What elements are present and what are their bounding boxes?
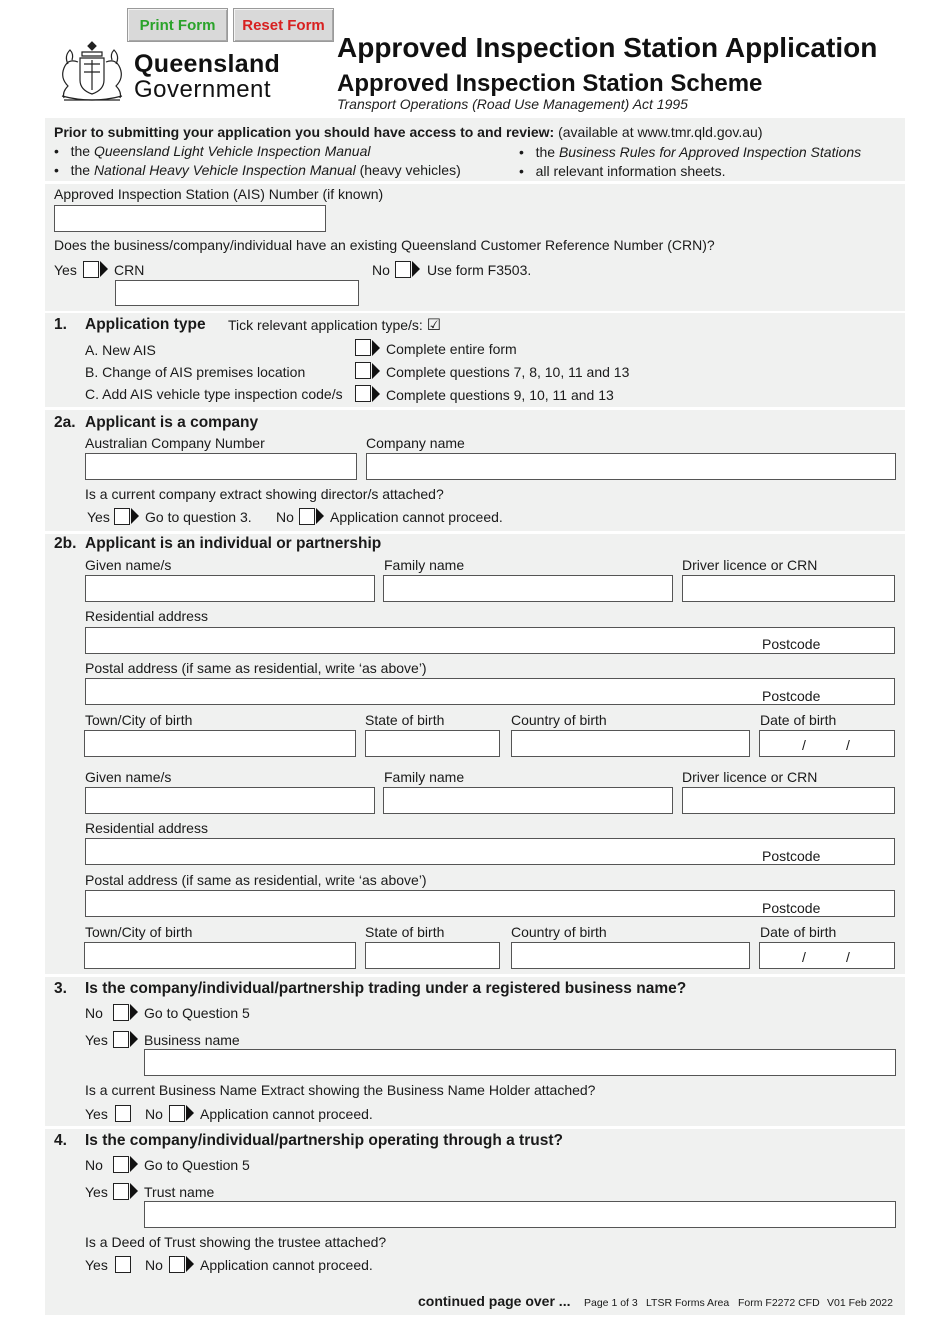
postal-label: Postal address (if same as residential, write ‘as above’) (85, 872, 427, 888)
licence-input[interactable] (682, 575, 895, 602)
arrow-icon (131, 508, 139, 524)
q1-option-b-label: B. Change of AIS premises location (85, 364, 306, 380)
form-number: Form F2272 CFD (738, 1297, 820, 1309)
q1-instruction: Tick relevant application type/s: ☑ (228, 317, 442, 334)
crn-yes-label: Yes (54, 262, 77, 278)
family-name-label: Family name (384, 769, 465, 785)
forms-area: LTSR Forms Area (646, 1297, 730, 1309)
q1-title: Application type (85, 316, 206, 333)
family-name-label: Family name (384, 557, 465, 573)
q2a-no-action: Application cannot proceed. (330, 509, 503, 525)
country-label: Country of birth (511, 924, 607, 940)
q3-no-label: No (85, 1005, 103, 1021)
acn-input[interactable] (85, 453, 357, 480)
given-name-input[interactable] (85, 787, 375, 814)
arrow-icon (186, 1256, 194, 1272)
q4-deed-yes-label: Yes (85, 1257, 108, 1273)
q2a-number: 2a. (54, 414, 76, 431)
page-subtitle: Approved Inspection Station Scheme (337, 70, 763, 97)
logo-word-queensland: Queensland (134, 50, 281, 78)
intro-lead: Prior to submitting your application you should have access to and review: (available at www.tmr.qld.gov.au) (54, 124, 763, 140)
q1-option-b-action: Complete questions 7, 8, 10, 11 and 13 (386, 364, 630, 380)
trust-name-input[interactable] (144, 1201, 896, 1228)
form-version: V01 Feb 2022 (827, 1297, 893, 1309)
q4-yes-label: Yes (85, 1184, 108, 1200)
given-name-input[interactable] (85, 575, 375, 602)
q1-number: 1. (54, 316, 67, 333)
crn-question: Does the business/company/individual have an existing Queensland Customer Reference Number (CRN)? (54, 237, 715, 253)
q4-no-checkbox[interactable] (113, 1156, 129, 1173)
q2a-no-label: No (276, 509, 294, 525)
arrow-icon (316, 508, 324, 524)
crn-yes-checkbox[interactable] (83, 261, 99, 278)
page-number: Page 1 of 3 (584, 1297, 638, 1309)
q3-extract-yes-label: Yes (85, 1106, 108, 1122)
state-input[interactable] (365, 942, 500, 969)
ticked-checkbox-icon: ☑ (426, 317, 442, 334)
family-name-input[interactable] (383, 787, 673, 814)
q3-extract-no-action: Application cannot proceed. (200, 1106, 373, 1122)
q1-option-c-checkbox[interactable] (355, 385, 371, 402)
ais-number-input[interactable] (54, 205, 326, 232)
dob-slash: / (802, 949, 806, 965)
intro-bullet-1: • the Queensland Light Vehicle Inspection Manual (54, 143, 371, 159)
state-input[interactable] (365, 730, 500, 757)
arrow-icon (412, 261, 420, 277)
q3-extract-no-checkbox[interactable] (169, 1105, 185, 1122)
use-form-note: Use form F3503. (427, 262, 532, 278)
q4-number: 4. (54, 1132, 67, 1149)
intro-bullet-3: • the Business Rules for Approved Inspection Stations (519, 144, 862, 160)
q2b-number: 2b. (54, 535, 77, 552)
page-title: Approved Inspection Station Application (337, 32, 878, 63)
company-name-label: Company name (366, 435, 465, 451)
state-label: State of birth (365, 924, 445, 940)
business-name-label: Business name (144, 1032, 240, 1048)
intro-bullet-2: • the National Heavy Vehicle Inspection Manual (heavy vehicles) (54, 162, 461, 178)
logo-word-government: Government (134, 76, 272, 103)
q3-no-checkbox[interactable] (113, 1004, 129, 1021)
q2a-title: Applicant is a company (85, 414, 259, 431)
business-name-input[interactable] (144, 1049, 896, 1076)
arrow-icon (130, 1156, 138, 1172)
dob-label: Date of birth (760, 712, 837, 728)
postcode-label: Postcode (762, 636, 821, 652)
q3-no-action: Go to Question 5 (144, 1005, 250, 1021)
q3-yes-checkbox[interactable] (113, 1031, 129, 1048)
country-input[interactable] (511, 942, 750, 969)
ais-number-label: Approved Inspection Station (AIS) Number (if known) (54, 186, 384, 202)
postal-label: Postal address (if same as residential, write ‘as above’) (85, 660, 427, 676)
country-label: Country of birth (511, 712, 607, 728)
deed-question: Is a Deed of Trust showing the trustee attached? (85, 1234, 387, 1250)
arrow-icon (186, 1105, 194, 1121)
q4-title: Is the company/individual/partnership operating through a trust? (85, 1132, 563, 1149)
q1-option-a-label: A. New AIS (85, 342, 156, 358)
q3-extract-yes-checkbox[interactable] (115, 1105, 131, 1122)
arrow-icon (130, 1004, 138, 1020)
town-label: Town/City of birth (85, 712, 193, 728)
town-input[interactable] (84, 942, 356, 969)
postcode-label: Postcode (762, 688, 821, 704)
q4-deed-no-action: Application cannot proceed. (200, 1257, 373, 1273)
business-extract-question: Is a current Business Name Extract showing the Business Name Holder attached? (85, 1082, 596, 1098)
dob-slash: / (846, 737, 850, 753)
q4-yes-checkbox[interactable] (113, 1183, 129, 1200)
acn-label: Australian Company Number (85, 435, 265, 451)
q4-no-action: Go to Question 5 (144, 1157, 250, 1173)
country-input[interactable] (511, 730, 750, 757)
intro-bullet-4: • all relevant information sheets. (519, 163, 726, 179)
dob-slash: / (802, 737, 806, 753)
continued-note: continued page over ... (418, 1293, 571, 1309)
q2a-yes-checkbox[interactable] (114, 508, 130, 525)
arrow-icon (372, 340, 380, 356)
arrow-icon (100, 261, 108, 277)
dob-label: Date of birth (760, 924, 837, 940)
arrow-icon (130, 1031, 138, 1047)
q4-no-label: No (85, 1157, 103, 1173)
state-label: State of birth (365, 712, 445, 728)
dob-slash: / (846, 949, 850, 965)
arrow-icon (130, 1183, 138, 1199)
q1-option-c-label: C. Add AIS vehicle type inspection code/s (85, 386, 343, 402)
q4-deed-no-label: No (145, 1257, 163, 1273)
licence-label: Driver licence or CRN (682, 769, 818, 785)
given-name-label: Given name/s (85, 769, 172, 785)
residential-label: Residential address (85, 820, 208, 836)
intro-divider (45, 181, 905, 184)
crn-no-checkbox[interactable] (395, 261, 411, 278)
town-label: Town/City of birth (85, 924, 193, 940)
dob-input[interactable] (759, 942, 895, 969)
q1-option-c-action: Complete questions 9, 10, 11 and 13 (386, 387, 614, 403)
q1-option-b-checkbox[interactable] (355, 362, 371, 379)
licence-label: Driver licence or CRN (682, 557, 818, 573)
print-form-button[interactable]: Print Form (127, 8, 228, 42)
postcode-label: Postcode (762, 848, 821, 864)
q3-number: 3. (54, 980, 67, 997)
q4-deed-no-checkbox[interactable] (169, 1256, 185, 1273)
q2a-yes-action: Go to question 3. (145, 509, 252, 525)
town-input[interactable] (84, 730, 356, 757)
q3-yes-label: Yes (85, 1032, 108, 1048)
dob-input[interactable] (759, 730, 895, 757)
arrow-icon (372, 363, 380, 379)
q1-option-a-checkbox[interactable] (355, 339, 371, 356)
trust-name-label: Trust name (144, 1184, 215, 1200)
family-name-input[interactable] (383, 575, 673, 602)
company-extract-question: Is a current company extract showing director/s attached? (85, 486, 444, 502)
act-reference: Transport Operations (Road Use Management) Act 1995 (337, 96, 688, 112)
postcode-label: Postcode (762, 900, 821, 916)
given-name-label: Given name/s (85, 557, 172, 573)
crn-input[interactable] (115, 280, 359, 306)
q2a-no-checkbox[interactable] (299, 508, 315, 525)
q2b-title: Applicant is an individual or partnership (85, 535, 382, 552)
q1-option-a-action: Complete entire form (386, 341, 517, 357)
q4-deed-yes-checkbox[interactable] (115, 1256, 131, 1273)
arrow-icon (372, 386, 380, 402)
crn-label: CRN (114, 262, 145, 278)
q2a-yes-label: Yes (87, 509, 110, 525)
q3-extract-no-label: No (145, 1106, 163, 1122)
company-name-input[interactable] (366, 453, 896, 480)
queensland-crest-logo (54, 34, 130, 106)
q3-title: Is the company/individual/partnership trading under a registered business name? (85, 980, 687, 997)
reset-form-button[interactable]: Reset Form (233, 8, 334, 42)
licence-input[interactable] (682, 787, 895, 814)
crn-no-label: No (372, 262, 390, 278)
residential-label: Residential address (85, 608, 208, 624)
